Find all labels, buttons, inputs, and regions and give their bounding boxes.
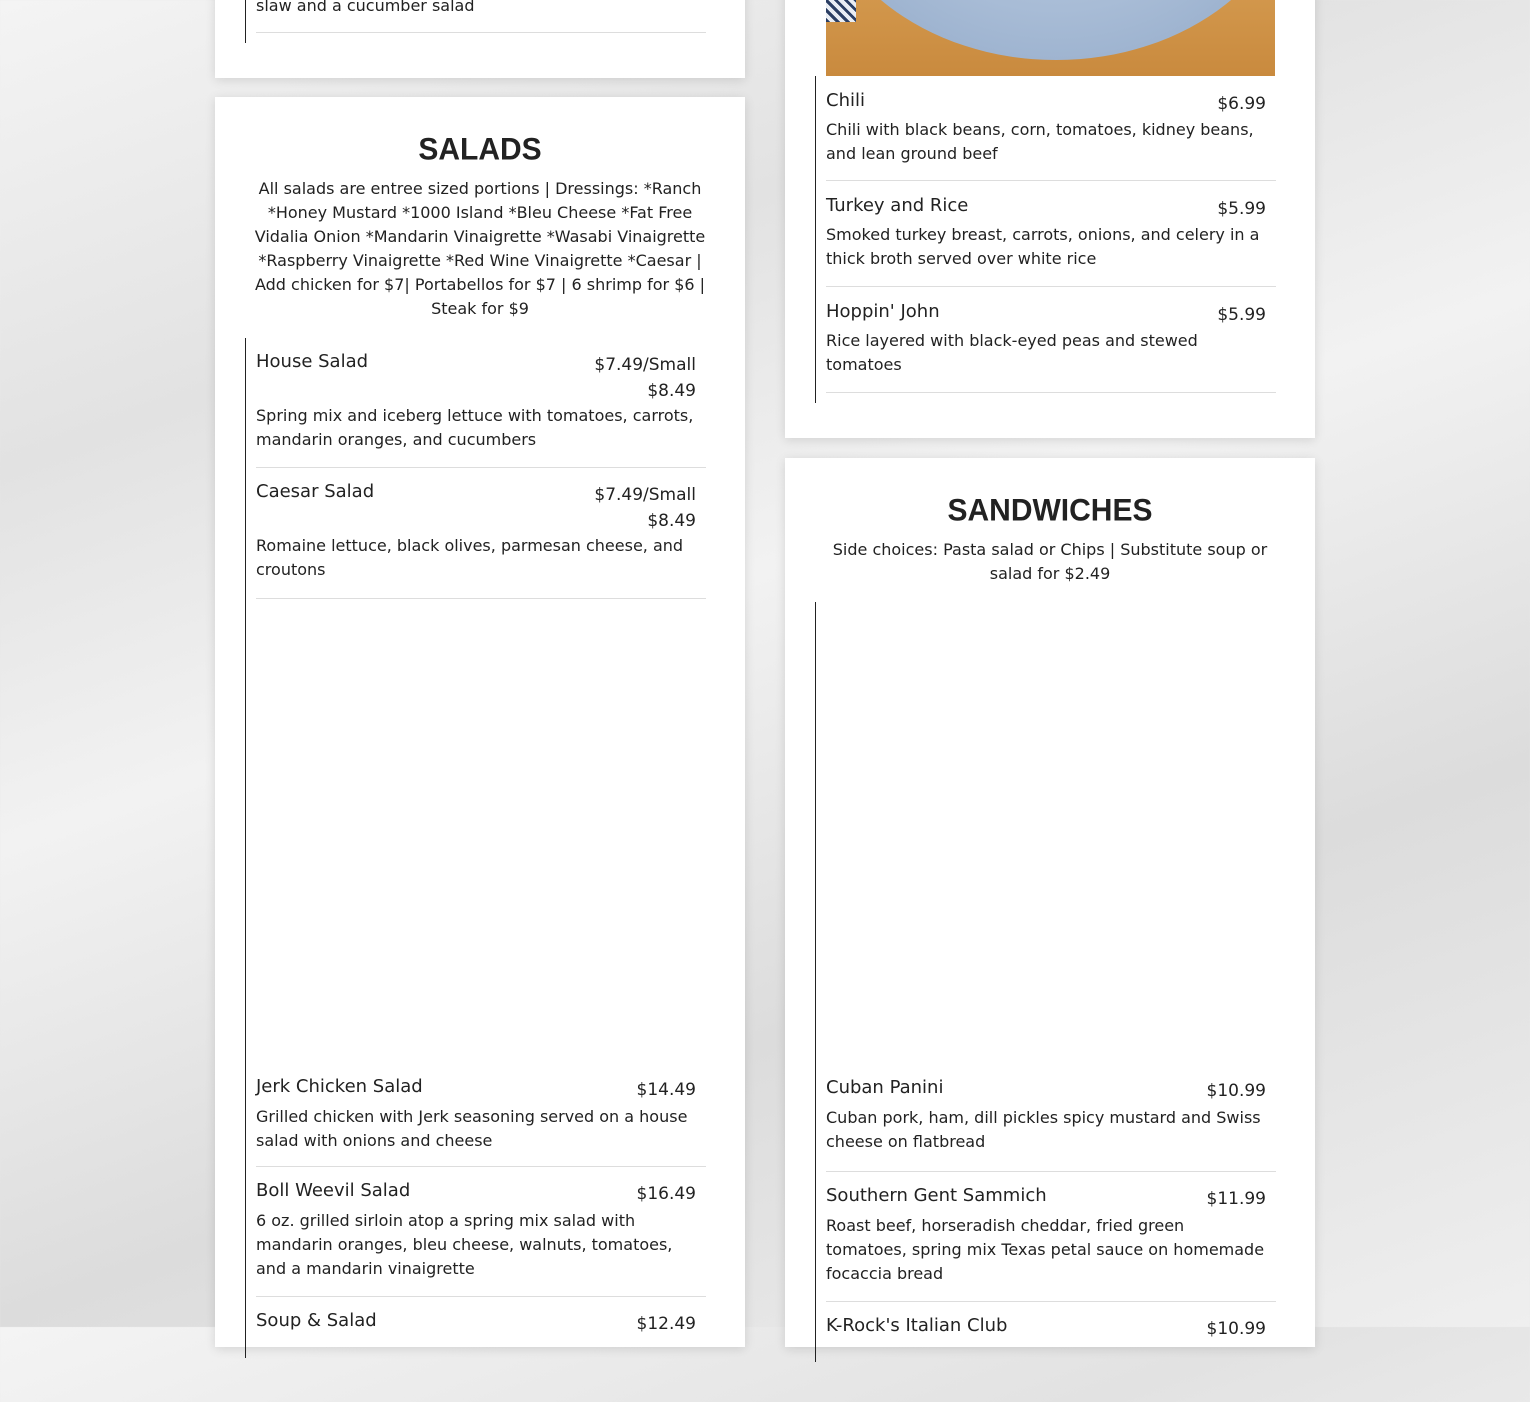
- item-price: $7.49/Small $8.49: [594, 355, 696, 401]
- item-description: Spring mix and iceberg lettuce with tomatoes, carrots, mandarin oranges, and cucumbers: [256, 406, 694, 449]
- item-description: Cuban pork, ham, dill pickles spicy mustard and Swiss cheese on flatbread: [826, 1108, 1261, 1151]
- list-item: [256, 1071, 706, 1167]
- salads-list: [245, 338, 706, 1358]
- item-price: $6.99: [1217, 94, 1266, 114]
- item-price: $5.99: [1217, 199, 1266, 219]
- sandwiches-card: [785, 458, 1315, 1347]
- item-description: Roast beef, horseradish cheddar, fried green tomatoes, spring mix Texas petal sauce on homemade focaccia bread: [826, 1216, 1265, 1283]
- item-price: $14.49: [636, 1080, 696, 1100]
- item-description: slaw and a cucumber salad: [256, 0, 475, 15]
- item-name: Hoppin' John: [826, 301, 940, 322]
- section-note: Side choices: Pasta salad or Chips | Substitute soup or salad for $2.49: [832, 540, 1268, 583]
- list-item: [826, 287, 1276, 393]
- section-title: SALADS: [418, 132, 542, 167]
- item-price: $10.99: [1206, 1081, 1266, 1101]
- plate-image: [826, 0, 1275, 60]
- item-price: $7.49/Small $8.49: [594, 485, 696, 531]
- item-price: $5.99: [1217, 305, 1266, 325]
- item-price: $12.49: [636, 1314, 696, 1334]
- item-price: $11.99: [1206, 1189, 1266, 1209]
- napkin-pattern: [826, 0, 856, 22]
- item-name: Cuban Panini: [826, 1077, 944, 1098]
- section-note: All salads are entree sized portions | Dressings: *Ranch *Honey Mustard *1000 Island *Bleu Cheese *Fat Free Vidalia Onion *Mandarin Vinaigrette *Wasabi Vinaigrette *Raspberry Vinaigrette *Red Wine Vinaigrette *Caesar | Add chicken for $7| Portabellos for $7 | 6 shrimp for $6 | Steak for $9: [254, 179, 706, 318]
- item-name: Jerk Chicken Salad: [256, 1076, 423, 1097]
- item-name: Chili: [826, 90, 865, 111]
- item-name: K-Rock's Italian Club: [826, 1315, 1008, 1336]
- soups-card: [785, 0, 1315, 438]
- salads-card: [215, 97, 745, 1347]
- list-item: [256, 338, 706, 468]
- item-price: $16.49: [636, 1184, 696, 1204]
- list-item: [256, 1167, 706, 1297]
- item-description: Grilled chicken with Jerk seasoning served on a house salad with onions and cheese: [256, 1107, 688, 1150]
- list-item: [256, 0, 706, 33]
- list-item: [826, 1302, 1276, 1402]
- item-name: Southern Gent Sammich: [826, 1185, 1047, 1206]
- list-item: [826, 181, 1276, 287]
- item-description: Romaine lettuce, black olives, parmesan cheese, and croutons: [256, 536, 684, 579]
- list-item: [826, 1077, 1276, 1172]
- section-title: SANDWICHES: [947, 493, 1153, 528]
- soups-list: [815, 76, 1276, 403]
- previous-item-list: [245, 0, 706, 43]
- list-item: [826, 1172, 1276, 1302]
- list-item: [256, 468, 706, 599]
- list-item: [826, 76, 1276, 181]
- item-name: Turkey and Rice: [826, 195, 969, 216]
- item-name: Boll Weevil Salad: [256, 1180, 411, 1201]
- item-description: Chili with black beans, corn, tomatoes, kidney beans, and lean ground beef: [826, 120, 1254, 163]
- item-name: Soup & Salad: [256, 1310, 377, 1331]
- item-price: $10.99: [1206, 1319, 1266, 1339]
- food-photo: [826, 0, 1275, 76]
- previous-menu-card: [215, 0, 745, 78]
- item-name: Caesar Salad: [256, 481, 375, 502]
- item-description: 6 oz. grilled sirloin atop a spring mix salad with mandarin oranges, bleu cheese, walnuts, tomatoes, and a mandarin vinaigrette: [256, 1211, 673, 1278]
- item-name: House Salad: [256, 351, 369, 372]
- item-description: Smoked turkey breast, carrots, onions, and celery in a thick broth served over white rice: [826, 225, 1260, 268]
- item-description: Rice layered with black-eyed peas and stewed tomatoes: [826, 331, 1198, 374]
- list-item: [256, 1297, 706, 1397]
- sandwiches-list: [815, 602, 1276, 1362]
